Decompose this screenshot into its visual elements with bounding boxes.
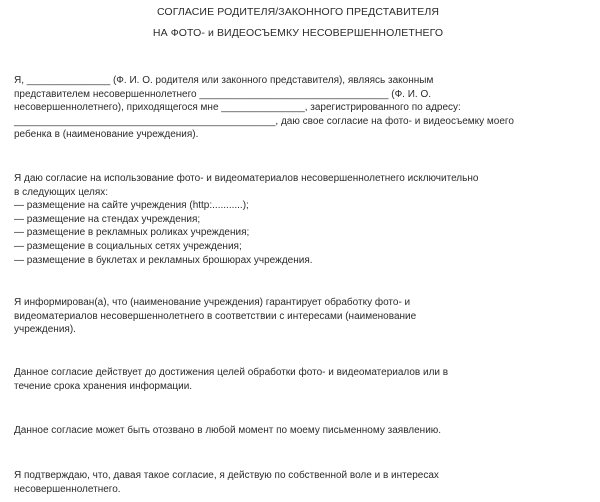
paragraph-parent-identity [14,74,574,142]
document-title-line-2: НА ФОТО- и ВИДЕОСЪЕМКУ НЕСОВЕРШЕННОЛЕТНЕГО [152,27,444,39]
text-line: несовершеннолетнего. [14,483,121,495]
paragraph-usage-purposes [14,172,574,267]
paragraph-validity-period [14,366,574,393]
list-item: — размещение на сайте учреждения (http:...........); [14,200,249,212]
paragraph-revocation [14,424,574,438]
text-line: учреждения). [14,324,76,336]
text-line: представителем несовершеннолетнего __________________________________ (Ф. И. О. [14,88,432,100]
list-item: — размещение в буклетах и рекламных брошюрах учреждения. [14,254,313,266]
text-line: Я информирован(а), что (наименование учреждения) гарантирует обработку фото- и [14,297,411,308]
text-line: ребенка в (наименование учреждения). [14,129,199,141]
text-line: _______________________________________________, даю свое согласие на фото- и видеосъемку моего [14,115,514,127]
paragraph-confirmation [14,469,574,496]
text-line: несовершеннолетнего), приходящегося мне _______________, зарегистрированного по адресу: [14,102,461,114]
text-line: течение срока хранения информации. [14,380,193,392]
text-line: Я подтверждаю, что, давая такое согласие, я действую по собственной воле и в интересах [14,470,439,481]
list-item: — размещение в социальных сетях учреждения; [14,240,242,252]
paragraph-processing-guarantee [14,296,574,337]
text-line: Я, _______________ (Ф. И. О. родителя или законного представителя), являясь законным [14,75,434,86]
text-line: Данное согласие действует до достижения целей обработки фото- и видеоматериалов или в [14,367,449,378]
text-line: в следующих целях: [14,186,109,198]
text-line: Я даю согласие на использование фото- и видеоматериалов несовершеннолетнего исключительно [14,173,479,184]
list-item: — размещение на стендах учреждения; [14,213,201,225]
document-title-line-1: СОГЛАСИЕ РОДИТЕЛЯ/ЗАКОННОГО ПРЕДСТАВИТЕЛЯ [156,6,440,18]
text-line: видеоматериалов несовершеннолетнего в соответствии с интересами (наименование [14,310,417,322]
list-item: — размещение в рекламных роликах учреждения; [14,227,250,239]
text-line: Данное согласие может быть отозвано в любой момент по моему письменному заявлению. [14,425,442,436]
